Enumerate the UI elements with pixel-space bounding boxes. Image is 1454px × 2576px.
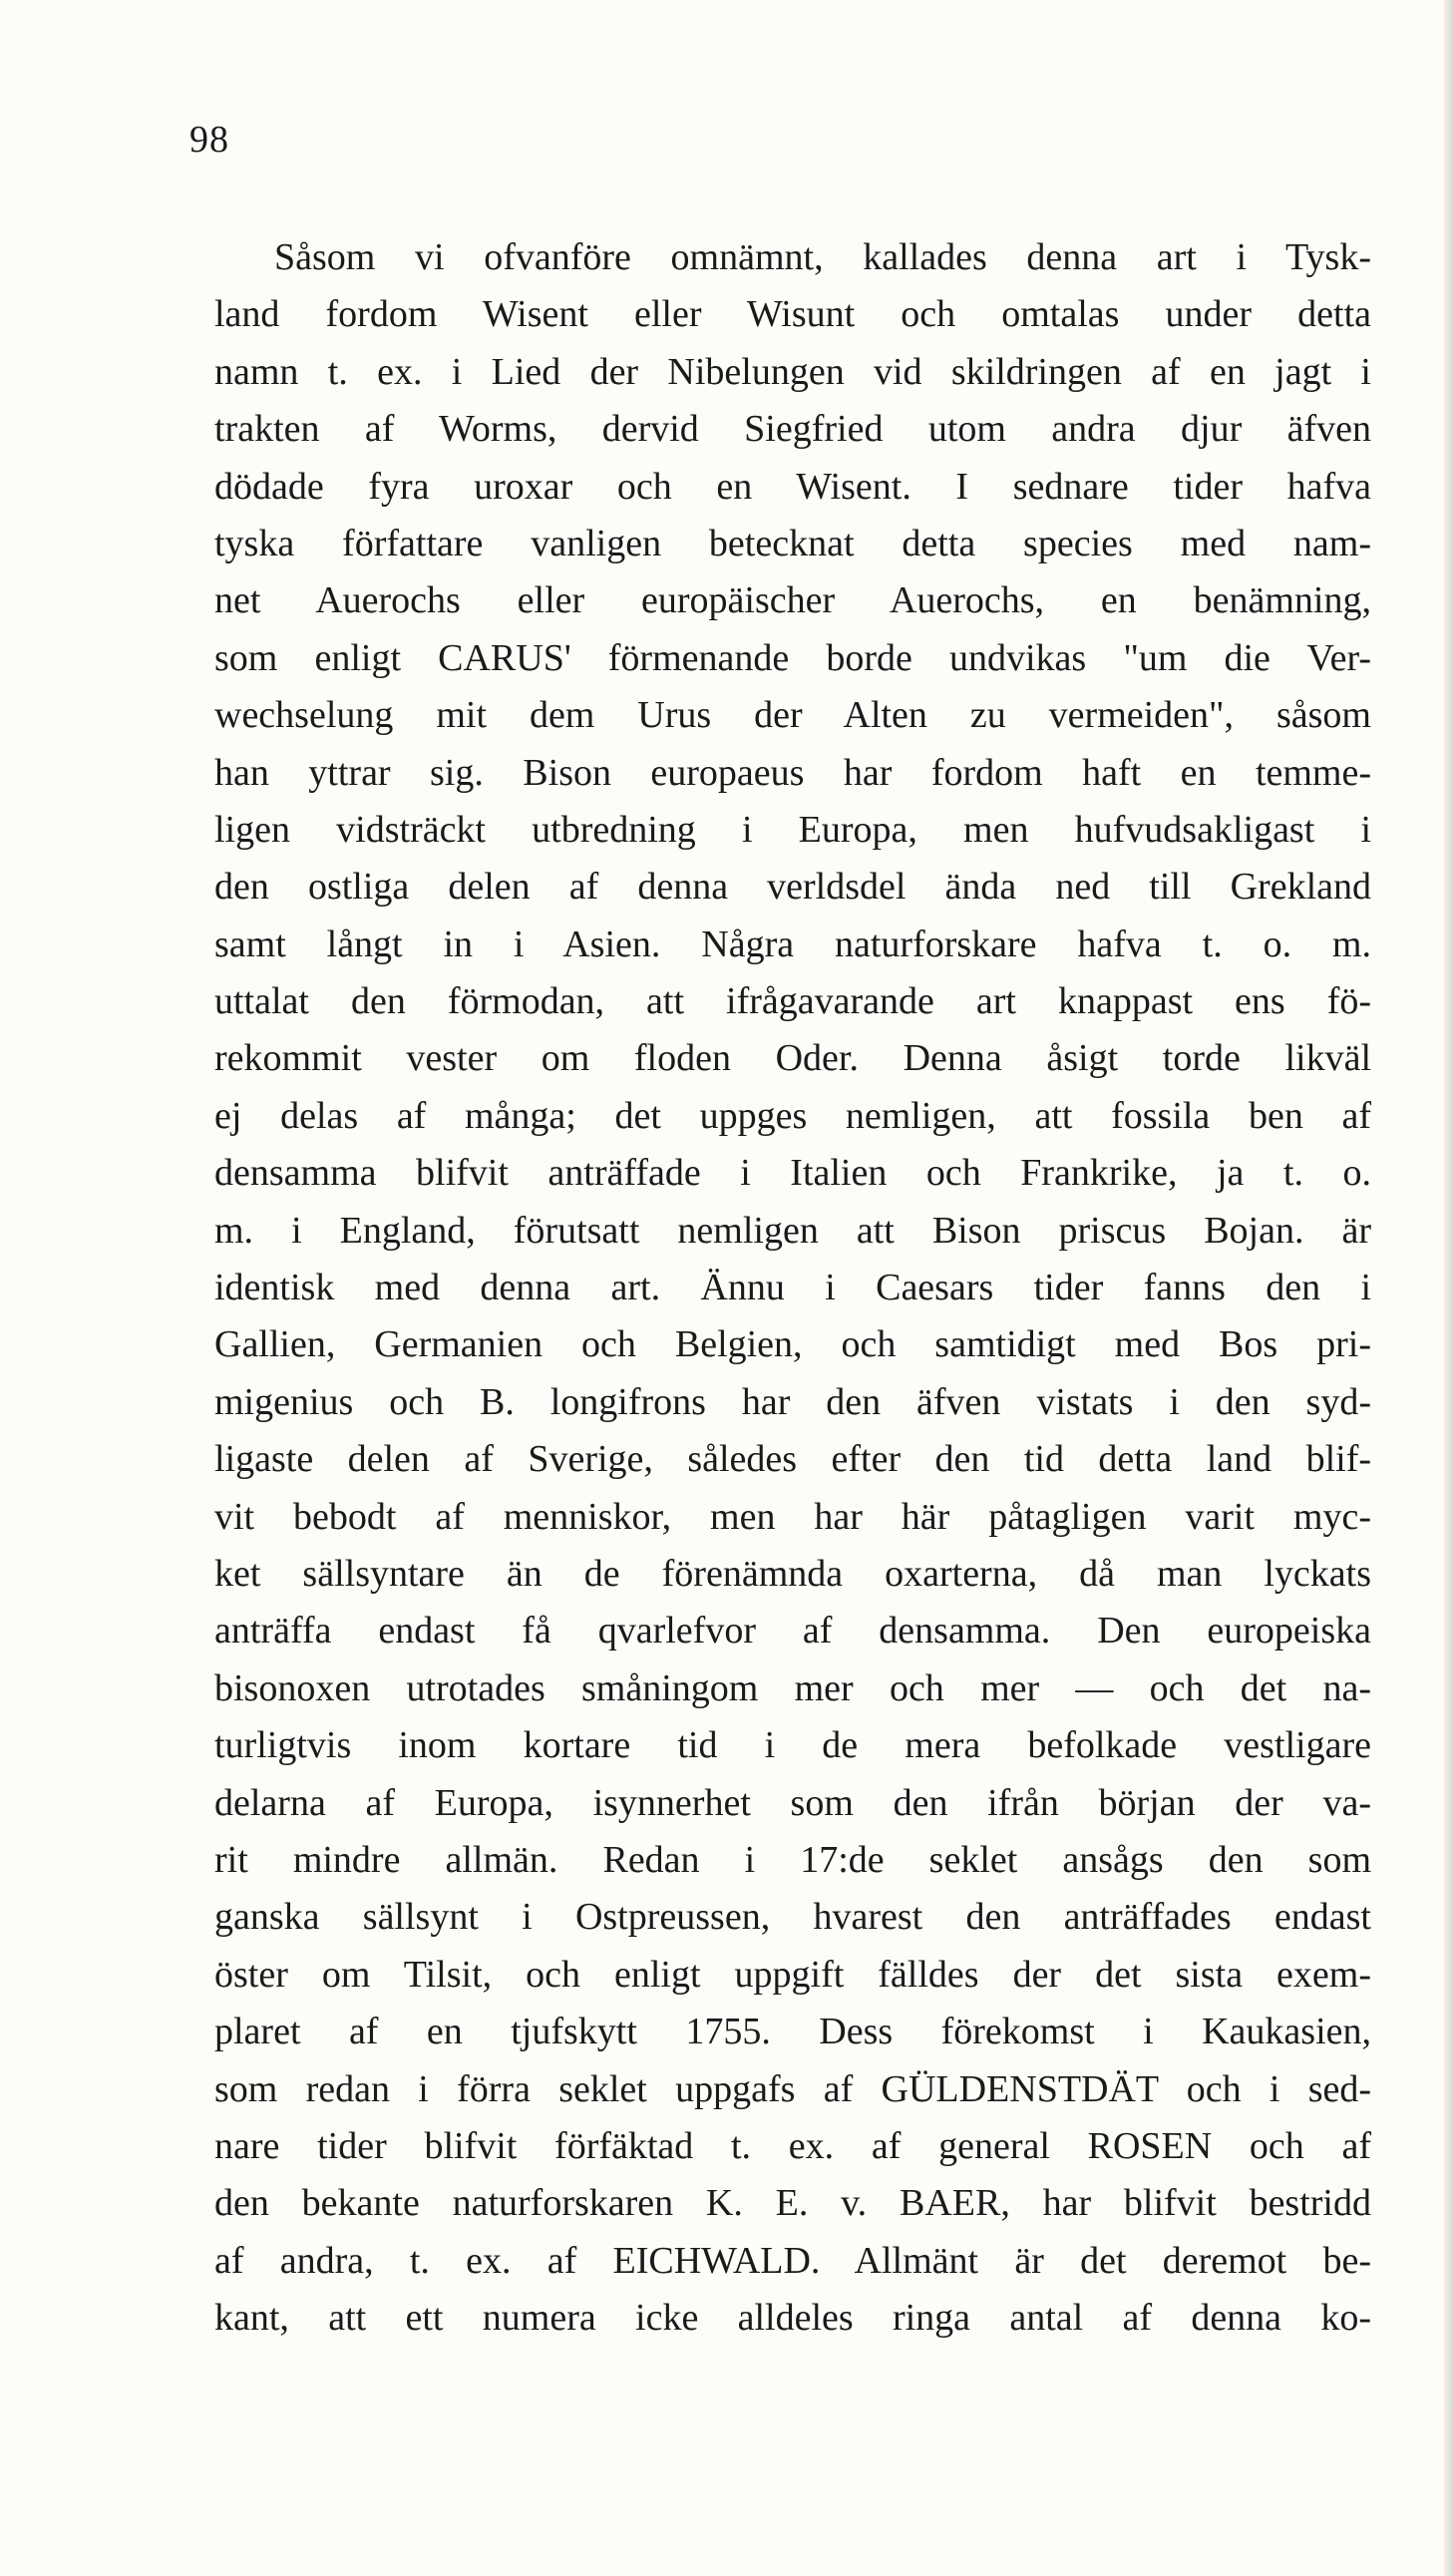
body-text bbox=[214, 229, 1371, 2347]
text-line: m. i England, förutsatt nemligen att Bison priscus Bojan. är bbox=[214, 1209, 1371, 1252]
text-line: migenius och B. longifrons har den äfven vistats i den syd- bbox=[214, 1380, 1371, 1423]
text-line: dödade fyra uroxar och en Wisent. I sednare tider hafva bbox=[214, 465, 1371, 508]
text-line: ej delas af många; det uppges nemligen, att fossila ben af bbox=[214, 1094, 1371, 1137]
text-line: tyska författare vanligen betecknat detta species med nam- bbox=[214, 522, 1371, 564]
text-line: delarna af Europa, isynnerhet som den ifrån början der va- bbox=[214, 1781, 1371, 1824]
page-edge bbox=[1444, 0, 1454, 2576]
text-line: öster om Tilsit, och enligt uppgift fälldes der det sista exem- bbox=[214, 1953, 1371, 1996]
text-line: nare tider blifvit förfäktad t. ex. af general ROSEN och af bbox=[214, 2124, 1371, 2167]
text-line: rekommit vester om floden Oder. Denna åsigt torde likväl bbox=[214, 1037, 1371, 1080]
text-line: plaret af en tjufskytt 1755. Dess förekomst i Kaukasien, bbox=[214, 2011, 1371, 2053]
text-line: bisonoxen utrotades småningom mer och mer — och det na- bbox=[214, 1666, 1371, 1709]
text-line: ligen vidsträckt utbredning i Europa, men hufvudsakligast i bbox=[214, 808, 1371, 851]
text-line: den ostliga delen af denna verldsdel ända ned till Grekland bbox=[214, 866, 1371, 909]
text-line: trakten af Worms, dervid Siegfried utom andra djur äfven bbox=[214, 408, 1371, 451]
text-line: anträffa endast få qvarlefvor af densamma. Den europeiska bbox=[214, 1610, 1371, 1653]
text-line: Gallien, Germanien och Belgien, och samtidigt med Bos pri- bbox=[214, 1323, 1371, 1366]
text-line: af andra, t. ex. af EICHWALD. Allmänt är det deremot be- bbox=[214, 2239, 1371, 2282]
text-line: ligaste delen af Sverige, således efter den tid detta land blif- bbox=[214, 1438, 1371, 1481]
text-line: samt långt in i Asien. Några naturforskare hafva t. o. m. bbox=[214, 922, 1371, 965]
text-line: ganska sällsynt i Ostpreussen, hvarest den anträffades endast bbox=[214, 1896, 1371, 1939]
text-line: uttalat den förmodan, att ifrågavarande art knappast ens fö- bbox=[214, 980, 1371, 1023]
text-line: rit mindre allmän. Redan i 17:de seklet ansågs den som bbox=[214, 1838, 1371, 1881]
text-line: namn t. ex. i Lied der Nibelungen vid skildringen af en jagt i bbox=[214, 350, 1371, 393]
text-line: den bekante naturforskaren K. E. v. BAER, har blifvit bestridd bbox=[214, 2182, 1371, 2225]
text-line: vit bebodt af menniskor, men har här påtagligen varit myc- bbox=[214, 1495, 1371, 1538]
text-line: densamma blifvit anträffade i Italien och Frankrike, ja t. o. bbox=[214, 1152, 1371, 1195]
text-line: som enligt CARUS' förmenande borde undvikas "um die Ver- bbox=[214, 636, 1371, 679]
text-line: ket sällsyntare än de förenämnda oxarterna, då man lyckats bbox=[214, 1552, 1371, 1595]
text-line: identisk med denna art. Ännu i Caesars tider fanns den i bbox=[214, 1267, 1371, 1309]
text-line: Såsom vi ofvanföre omnämnt, kallades denna art i Tysk- bbox=[274, 236, 1371, 278]
text-line: net Auerochs eller europäischer Auerochs, en benämning, bbox=[214, 579, 1371, 622]
text-line: wechselung mit dem Urus der Alten zu vermeiden", såsom bbox=[214, 694, 1371, 737]
text-line: turligtvis inom kortare tid i de mera befolkade vestligare bbox=[214, 1724, 1371, 1767]
text-line: kant, att ett numera icke alldeles ringa antal af denna ko- bbox=[214, 2297, 1371, 2340]
page-number: 98 bbox=[189, 119, 229, 161]
text-line: land fordom Wisent eller Wisunt och omtalas under detta bbox=[214, 293, 1371, 336]
text-line: som redan i förra seklet uppgafs af GÜLDENSTDÄT och i sed- bbox=[214, 2067, 1371, 2110]
text-line: han yttrar sig. Bison europaeus har fordom haft en temme- bbox=[214, 751, 1371, 794]
